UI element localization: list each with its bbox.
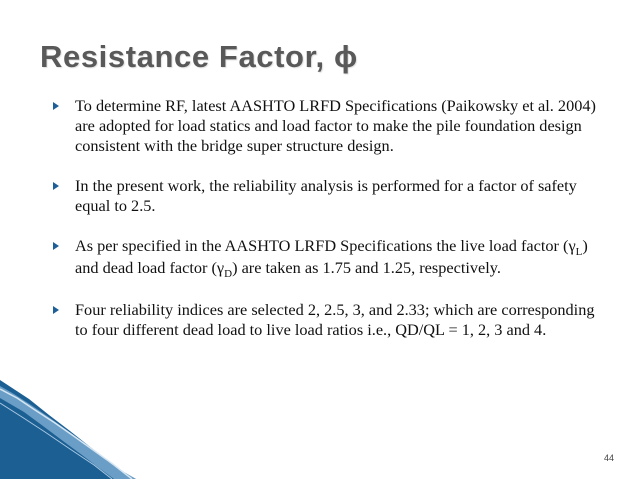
bullet-list: [50, 96, 610, 340]
bullet-text: To determine RF, latest AASHTO LRFD Specifications (Paikowsky et al. 2004) are adopted for load statics and load factor to make the pile foundation design consistent with the bridge super structure design.: [75, 96, 596, 155]
bullet-item-reliability-indices: [50, 300, 610, 340]
bullet-arrow-icon: [53, 306, 59, 314]
dead-load-subscript: D: [224, 268, 233, 280]
bullet-text: In the present work, the reliability analysis is performed for a factor of safety equal to 2.5.: [75, 176, 577, 215]
corner-light-line: [0, 389, 132, 479]
bullet-arrow-icon: [53, 242, 59, 250]
bullet-text: Four reliability indices are selected 2, 2.5, 3, and 2.33; which are corresponding to four different dead load to live load ratios i.e., QD/QL = 1, 2, 3 and 4.: [75, 300, 595, 339]
bullet-text-part-1: As per specified in the AASHTO LRFD Specifications the live load factor (γ: [75, 236, 576, 255]
slide-title: Resistance Factor, ϕ: [40, 39, 358, 74]
page-number: 44: [603, 453, 614, 463]
bullet-item-load-factors: [50, 236, 610, 280]
corner-dark-fill: [0, 380, 136, 479]
bullet-arrow-icon: [53, 102, 59, 110]
bullet-text-part-3: ) are taken as 1.75 and 1.25, respectively.: [232, 258, 501, 277]
bullet-arrow-icon: [53, 182, 59, 190]
bullet-item-rf-determination: [50, 96, 610, 156]
bullet-text-part-2: ) and dead load factor (γ: [75, 236, 588, 277]
bullet-item-reliability-analysis: [50, 176, 610, 216]
corner-sheen: [0, 386, 136, 479]
corner-faint-line: [0, 403, 112, 479]
live-load-subscript: L: [575, 246, 583, 258]
